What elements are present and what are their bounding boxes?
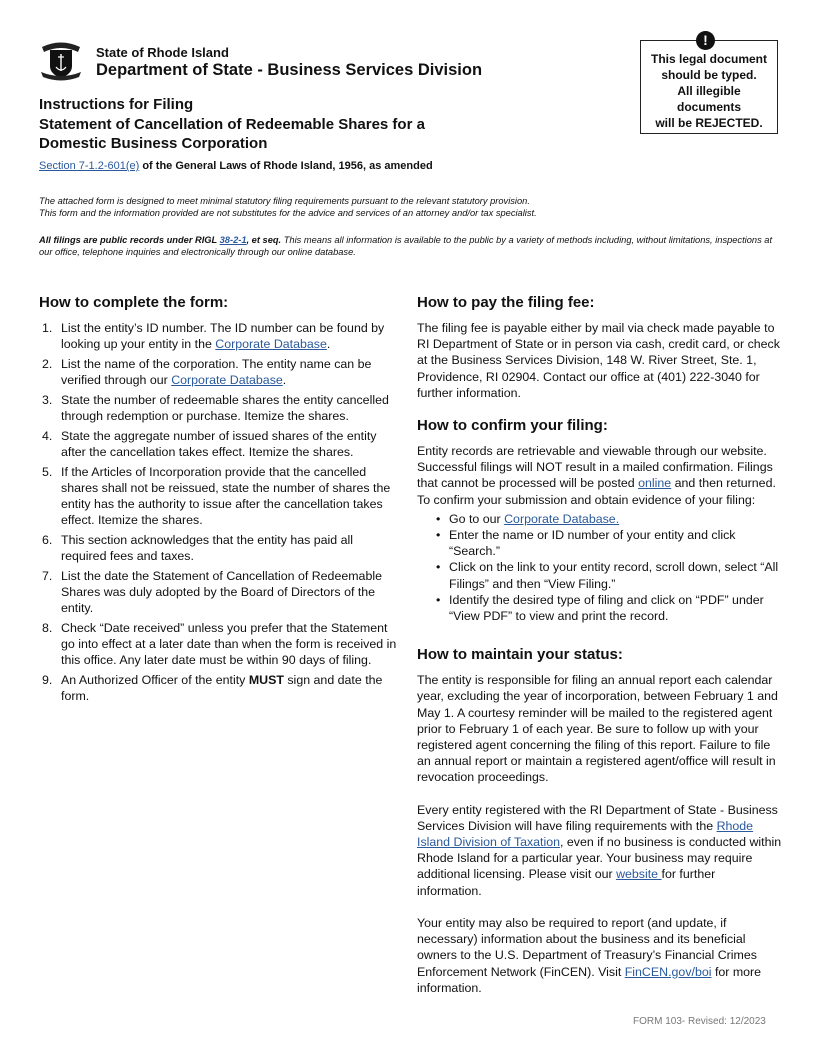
bullet-icon: • — [436, 592, 441, 607]
section-heading: How to maintain your status: — [417, 646, 623, 664]
section-heading: How to confirm your filing: — [417, 417, 608, 435]
list-item — [417, 592, 782, 624]
confirm-filing-section — [417, 417, 782, 624]
bullet-icon: • — [436, 528, 441, 543]
list-item — [417, 511, 782, 527]
step-text: List the entity’s ID number. The ID number can be found by looking up your entity in the — [61, 321, 385, 352]
section-heading: How to pay the filing fee: — [417, 294, 595, 311]
step-text: State the aggregate number of issued shares of the entity after the cancellation takes effect. Itemize the shares. — [61, 428, 377, 459]
agency-state-name: State of Rhode Island — [96, 45, 229, 60]
list-item — [39, 568, 399, 617]
list-item — [39, 356, 399, 388]
step-text: sign and date the form. — [61, 673, 383, 704]
typed-document-notice — [640, 40, 778, 134]
step-text: List the date the Statement of Cancellation of Redeemable Shares was duly adopted by the Board of Directors of the entity. — [61, 568, 382, 616]
step-text: . — [326, 337, 331, 352]
list-item — [39, 428, 399, 460]
maintain-text: for more information. — [417, 964, 762, 995]
agency-department-name: Department of State - Business Services Division — [96, 61, 483, 79]
bullet-text: Identify the desired type of filing and click on “PDF” under “View PDF” to view and print the record. — [449, 592, 764, 624]
step-number: 5. — [42, 464, 53, 479]
steps-list — [39, 320, 399, 704]
step-emphasis: MUST — [248, 673, 284, 688]
step-text: . — [282, 373, 287, 388]
online-link[interactable]: online — [638, 476, 672, 491]
bullet-text: Enter the name or ID number of your entity and click “Search.” — [449, 528, 736, 559]
rhode-island-state-seal-icon — [38, 38, 84, 82]
complete-form-section — [39, 294, 399, 708]
step-number: 1. — [42, 321, 53, 335]
list-item — [39, 672, 399, 704]
list-item — [417, 527, 782, 559]
step-number: 6. — [42, 532, 53, 547]
notice-line: documents — [676, 100, 741, 114]
list-item — [417, 559, 782, 591]
confirm-text-part: and then returned. To confirm your submission and obtain evidence of your filing: — [417, 476, 776, 507]
disclaimer-line-2: This form and the information provided are not substitutes for the advice and services of an attorney and/or tax specialist. — [39, 208, 537, 219]
step-number: 2. — [42, 356, 53, 371]
step-text: State the number of redeemable shares the entity cancelled through redemption or purchase. Itemize the shares. — [61, 392, 389, 424]
step-number: 7. — [42, 568, 53, 583]
statute-reference — [39, 160, 433, 172]
maintain-text: for further information. — [417, 867, 716, 898]
fincen-boi-link[interactable]: FinCEN.gov/boi — [624, 964, 712, 979]
maintain-para-1: The entity is responsible for filing an annual report each calendar year, excluding the year of incorporation, between February 1 and May 1. A courtesy reminder will be mailed to the registered agent prior to February 1 of each year. Be sure to follow up with your registered agent concerning the filing of this report. Failure to file an annual report or maintain a registered agent/office will result in revocation proceedings. — [417, 673, 778, 785]
statute-section-link[interactable]: Section 7-1.2-601(e) — [39, 160, 140, 172]
disclaimer-line-1: The attached form is designed to meet minimal statutory filing requirements pursuant to the relevant statutory provision. — [39, 196, 530, 206]
notice-line: will be REJECTED. — [655, 116, 763, 130]
step-text: List the name of the corporation. The entity name can be verified through our — [61, 356, 372, 388]
public-records-bold: All filings are public records under RIGL — [39, 235, 220, 245]
public-records-bold-suffix: , et seq. — [246, 235, 282, 245]
bullet-text: Click on the link to your entity record, scroll down, select “All Filings” and then “View Filing.” — [449, 560, 779, 591]
maintain-text: Every entity registered with the RI Department of State - Business Services Division will have filing requirements with the — [417, 802, 778, 833]
step-number: 4. — [42, 428, 53, 443]
right-column — [417, 294, 782, 996]
maintain-text: , even if no business is conducted within Rhode Island for a particular year. Your business may require additional licensing. Please visit our — [417, 835, 782, 882]
list-item — [39, 464, 399, 529]
confirm-text-part: Entity records are retrievable and viewable through our website. Successful filings will NOT result in a mailed confirmation. Filings that cannot be processed will be posted — [417, 444, 773, 491]
public-records-text: This means all information is available to the public by a variety of methods including, without limitations, inspections at our office, telephone inquiries and electronically through our online database. — [39, 235, 773, 258]
notice-line: All illegible — [677, 84, 741, 98]
step-number: 8. — [42, 620, 53, 635]
confirm-steps-list — [417, 511, 782, 624]
list-item — [39, 620, 399, 669]
maintain-text: Your entity may also be required to report (and update, if necessary) information about the business and its beneficial owners to the U.S. Department of Treasury’s Financial Crimes Enforcement Network (FinCEN). Visit — [417, 915, 757, 979]
page-title — [39, 95, 425, 154]
notice-line: This legal document — [650, 52, 767, 66]
maintain-para-2 — [417, 802, 782, 899]
step-text: Check “Date received” unless you prefer that the Statement go into effect at a later date than when the form is received in this office. Any later date must be within 90 days of filing. — [61, 620, 397, 668]
bullet-text: Go to our — [449, 511, 505, 526]
division-of-taxation-link[interactable]: Rhode Island Division of Taxation — [417, 818, 754, 850]
bullet-icon: • — [436, 511, 441, 526]
list-item — [39, 392, 399, 424]
exclamation-icon: ! — [696, 31, 715, 50]
list-item — [39, 532, 399, 564]
corporate-database-link[interactable]: Corporate Database. — [504, 511, 620, 526]
confirm-text — [417, 443, 782, 508]
title-line-2: Statement of Cancellation of Redeemable Shares for a — [39, 115, 425, 133]
step-text: If the Articles of Incorporation provide that the cancelled shares shall not be reissued, state the number of shares the entity has the authority to issue after the cancellation takes effect. Itemize the shares. — [61, 464, 391, 528]
notice-line: should be typed. — [661, 68, 757, 82]
section-heading: How to complete the form: — [39, 294, 229, 311]
title-line-3: Domestic Business Corporation — [39, 135, 268, 152]
maintain-para-3 — [417, 915, 782, 996]
step-text: This section acknowledges that the entity has paid all required fees and taxes. — [61, 532, 354, 564]
list-item — [39, 320, 399, 352]
title-line-1: Instructions for Filing — [39, 96, 194, 113]
step-text: An Authorized Officer of the entity — [61, 673, 249, 688]
pay-fee-section — [417, 294, 782, 401]
bullet-icon: • — [436, 560, 441, 575]
rigl-link[interactable]: 38-2-1 — [219, 235, 247, 245]
step-number: 9. — [42, 673, 53, 688]
statute-reference-text: of the General Laws of Rhode Island, 1956, as amended — [139, 160, 433, 172]
maintain-status-section — [417, 646, 782, 996]
pay-fee-text: The filing fee is payable either by mail via check made payable to RI Department of State or in person via cash, credit card, or check at the Business Services Division, 148 W. River Street, Ste. 1, Providence, RI 02904. Contact our office at (401) 222-3040 for further information. — [417, 321, 780, 400]
form-revision-footer: FORM 103- Revised: 12/2023 — [633, 1016, 766, 1027]
disclaimer — [39, 195, 779, 219]
corporate-database-link[interactable]: Corporate Database — [215, 337, 327, 352]
public-records-notice — [39, 234, 779, 258]
corporate-database-link[interactable]: Corporate Database — [171, 373, 283, 388]
step-number: 3. — [42, 392, 53, 407]
website-link[interactable]: website — [616, 867, 662, 882]
